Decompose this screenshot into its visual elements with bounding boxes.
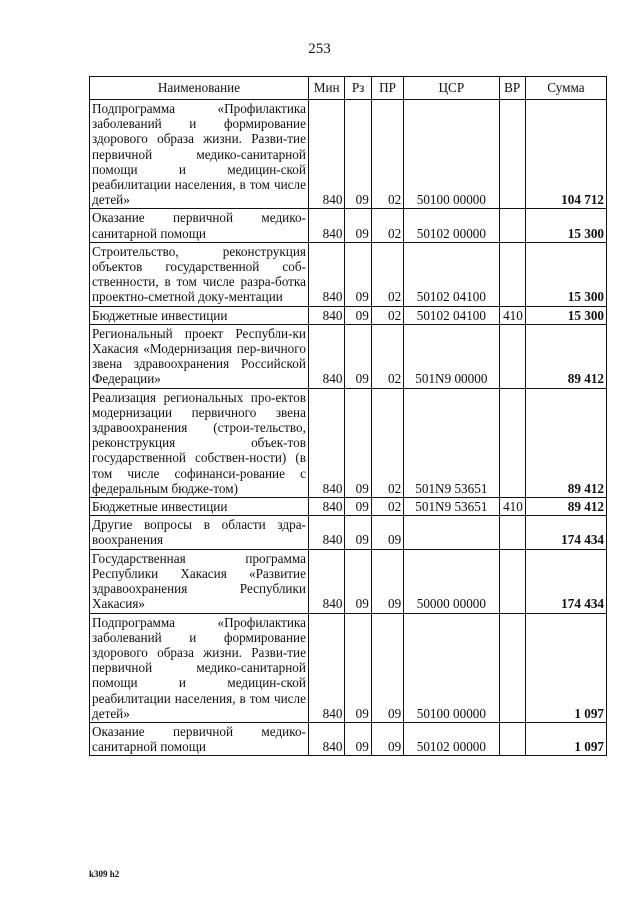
row-csr: 50102 04100 xyxy=(404,306,499,324)
row-min: 840 xyxy=(308,209,344,242)
row-rz: 09 xyxy=(345,549,371,613)
row-name: Бюджетные инвестиции xyxy=(90,306,309,324)
row-vr: 410 xyxy=(499,498,525,516)
row-rz: 09 xyxy=(345,100,371,209)
row-sum: 174 434 xyxy=(525,549,606,613)
row-name: Реализация региональных про-ектов модернизации первичного звена здравоохранения (строи-тельство, реконструкция объек-тов государственной собствен-ности) (в том числе софинанси-рование с федеральным бюдже-том) xyxy=(90,388,309,497)
row-csr: 50000 00000 xyxy=(404,549,499,613)
row-min: 840 xyxy=(308,306,344,324)
column-header-pr: ПР xyxy=(371,77,403,100)
row-name: Государственная программа Республики Хакасия «Развитие здравоохранения Республики Хакасия» xyxy=(90,549,309,613)
table-row xyxy=(90,100,607,209)
row-csr: 501N9 00000 xyxy=(404,324,499,388)
row-csr: 501N9 53651 xyxy=(404,498,499,516)
column-header-min: Мин xyxy=(308,77,344,100)
table-row xyxy=(90,209,607,242)
table-row xyxy=(90,242,607,306)
column-header-name: Наименование xyxy=(90,77,309,100)
row-vr xyxy=(499,242,525,306)
row-csr: 501N9 53651 xyxy=(404,388,499,497)
row-name: Бюджетные инвестиции xyxy=(90,498,309,516)
row-pr: 09 xyxy=(371,722,403,755)
budget-table xyxy=(89,76,607,756)
row-min: 840 xyxy=(308,722,344,755)
row-rz: 09 xyxy=(345,498,371,516)
row-sum: 174 434 xyxy=(525,516,606,549)
row-sum: 89 412 xyxy=(525,498,606,516)
row-name: Подпрограмма «Профилактика заболеваний и формирование здорового образа жизни. Разви-тие первичной медико-санитарной помощи и медицин-ской реабилитации населения, в том числе детей» xyxy=(90,100,309,209)
row-vr xyxy=(499,613,525,722)
row-vr xyxy=(499,324,525,388)
footer-code: k309 h2 xyxy=(89,869,120,879)
column-header-sum: Сумма xyxy=(525,77,606,100)
row-rz: 09 xyxy=(345,242,371,306)
table-row xyxy=(90,324,607,388)
row-vr: 410 xyxy=(499,306,525,324)
row-sum: 15 300 xyxy=(525,209,606,242)
row-pr: 09 xyxy=(371,549,403,613)
table-row xyxy=(90,549,607,613)
row-pr: 02 xyxy=(371,209,403,242)
row-csr: 50100 00000 xyxy=(404,613,499,722)
row-rz: 09 xyxy=(345,306,371,324)
row-csr: 50102 00000 xyxy=(404,209,499,242)
row-min: 840 xyxy=(308,100,344,209)
table-row xyxy=(90,498,607,516)
row-rz: 09 xyxy=(345,209,371,242)
row-rz: 09 xyxy=(345,516,371,549)
row-vr xyxy=(499,100,525,209)
row-pr: 02 xyxy=(371,242,403,306)
column-header-rz: Рз xyxy=(345,77,371,100)
row-name: Подпрограмма «Профилактика заболеваний и формирование здорового образа жизни. Разви-тие первичной медико-санитарной помощи и медицин-ской реабилитации населения, в том числе детей» xyxy=(90,613,309,722)
row-sum: 15 300 xyxy=(525,306,606,324)
row-min: 840 xyxy=(308,549,344,613)
row-vr xyxy=(499,549,525,613)
table-row xyxy=(90,306,607,324)
row-min: 840 xyxy=(308,242,344,306)
row-pr: 02 xyxy=(371,324,403,388)
table-header-row xyxy=(90,77,607,100)
row-sum: 89 412 xyxy=(525,324,606,388)
row-name: Оказание первичной медико-санитарной помощи xyxy=(90,722,309,755)
table-body xyxy=(90,100,607,756)
row-pr: 02 xyxy=(371,100,403,209)
page-number: 253 xyxy=(308,41,331,57)
row-rz: 09 xyxy=(345,324,371,388)
row-pr: 09 xyxy=(371,613,403,722)
row-sum: 89 412 xyxy=(525,388,606,497)
table-row xyxy=(90,388,607,497)
table-row xyxy=(90,613,607,722)
row-pr: 09 xyxy=(371,516,403,549)
row-name: Оказание первичной медико-санитарной помощи xyxy=(90,209,309,242)
row-csr: 50100 00000 xyxy=(404,100,499,209)
row-name: Строительство, реконструкция объектов государственной соб-ственности, в том числе разра-ботка проектно-сметной доку-ментации xyxy=(90,242,309,306)
row-pr: 02 xyxy=(371,306,403,324)
row-sum: 1 097 xyxy=(525,613,606,722)
row-pr: 02 xyxy=(371,388,403,497)
column-header-csr: ЦСР xyxy=(404,77,499,100)
row-min: 840 xyxy=(308,516,344,549)
row-min: 840 xyxy=(308,613,344,722)
row-rz: 09 xyxy=(345,722,371,755)
row-csr xyxy=(404,516,499,549)
row-min: 840 xyxy=(308,388,344,497)
row-sum: 1 097 xyxy=(525,722,606,755)
row-sum: 104 712 xyxy=(525,100,606,209)
row-rz: 09 xyxy=(345,613,371,722)
table-row xyxy=(90,516,607,549)
row-csr: 50102 04100 xyxy=(404,242,499,306)
row-rz: 09 xyxy=(345,388,371,497)
column-header-vr: ВР xyxy=(499,77,525,100)
row-vr xyxy=(499,209,525,242)
row-min: 840 xyxy=(308,324,344,388)
row-name: Региональный проект Республи-ки Хакасия «Модернизация пер-вичного звена здравоохранения Российской Федерации» xyxy=(90,324,309,388)
row-vr xyxy=(499,388,525,497)
row-vr xyxy=(499,722,525,755)
row-name: Другие вопросы в области здра-воохранения xyxy=(90,516,309,549)
row-min: 840 xyxy=(308,498,344,516)
row-csr: 50102 00000 xyxy=(404,722,499,755)
row-vr xyxy=(499,516,525,549)
row-pr: 02 xyxy=(371,498,403,516)
row-sum: 15 300 xyxy=(525,242,606,306)
table-row xyxy=(90,722,607,755)
